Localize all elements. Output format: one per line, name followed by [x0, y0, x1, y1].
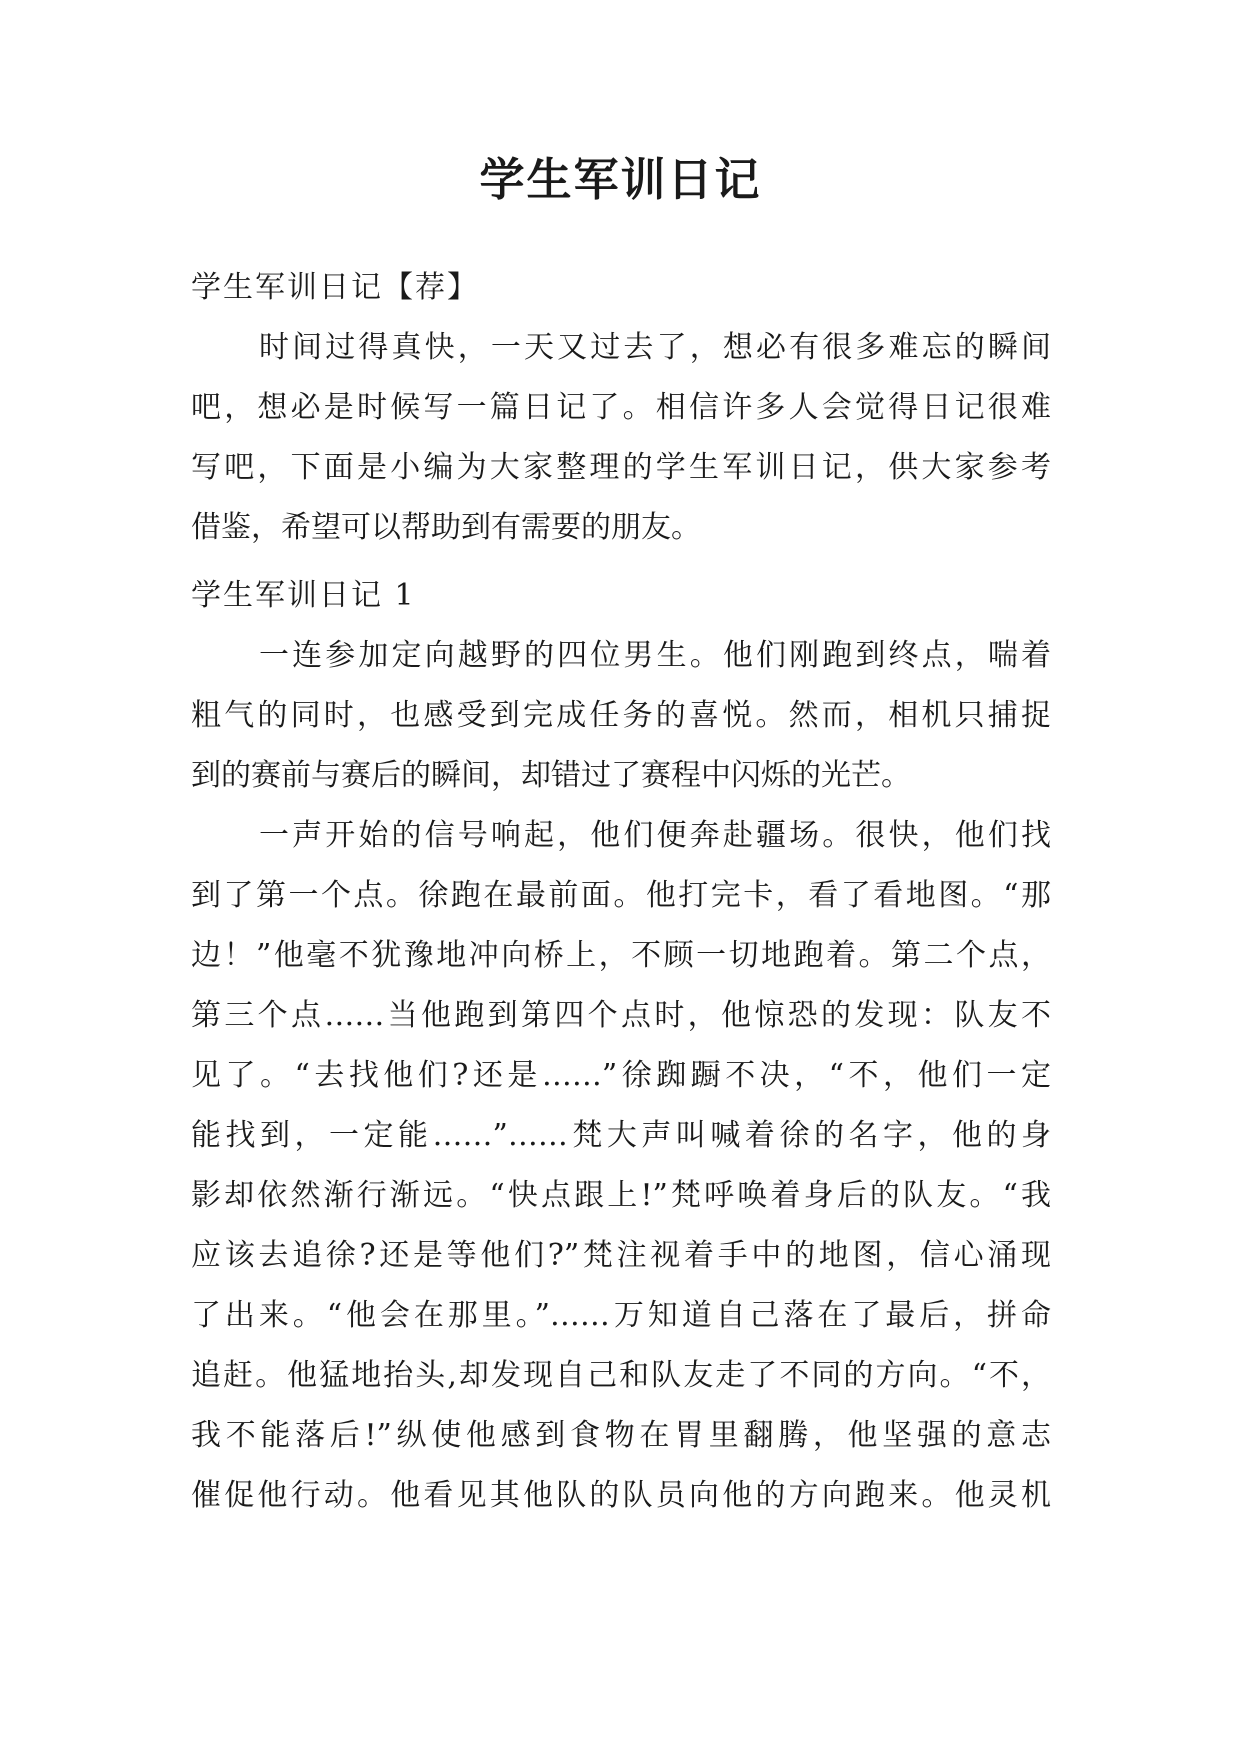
intro-section: [191, 258, 1051, 558]
paragraph-line: 一声开始的信号响起，他们便奔赴疆场。很快，他们找: [259, 818, 1051, 853]
paragraph-line: 催促他行动。他看见其他队的队员向他的方向跑来。他灵机: [191, 1478, 1051, 1513]
paragraph-line: 边！”他毫不犹豫地冲向桥上，不顾一切地跑着。第二个点，: [191, 938, 1051, 973]
paragraph-line: 到的赛前与赛后的瞬间，却错过了赛程中闪烁的光芒。: [191, 758, 911, 793]
diary-section-1: [191, 566, 1051, 1526]
paragraph-line: 第三个点……当他跑到第四个点时，他惊恐的发现：队友不: [191, 998, 1051, 1033]
paragraph-line: 应该去追徐?还是等他们?”梵注视着手中的地图，信心涌现: [191, 1238, 1051, 1273]
paragraph-line: 影却依然渐行渐远。“快点跟上!”梵呼唤着身后的队友。“我: [191, 1178, 1051, 1213]
paragraph-line: 能找到，一定能……”……梵大声叫喊着徐的名字，他的身: [191, 1118, 1051, 1153]
intro-line: 时间过得真快，一天又过去了，想必有很多难忘的瞬间: [259, 330, 1051, 365]
section-heading: 学生军训日记 1: [191, 578, 416, 613]
intro-line: 借鉴，希望可以帮助到有需要的朋友。: [191, 510, 701, 545]
subtitle: 学生军训日记【荐】: [191, 270, 479, 305]
paragraph-line: 追赶。他猛地抬头,却发现自己和队友走了不同的方向。“不，: [191, 1358, 1051, 1393]
paragraph-line: 我不能落后!”纵使他感到食物在胃里翻腾，他坚强的意志: [191, 1418, 1051, 1453]
paragraph-line: 见了。“去找他们?还是……”徐踟蹰不决，“不，他们一定: [191, 1058, 1051, 1093]
paragraph-line: 到了第一个点。徐跑在最前面。他打完卡，看了看地图。“那: [191, 878, 1051, 913]
intro-line: 写吧，下面是小编为大家整理的学生军训日记，供大家参考: [191, 450, 1051, 485]
paragraph-line: 了出来。“他会在那里。”……万知道自己落在了最后，拼命: [191, 1298, 1051, 1333]
document-title: 学生军训日记: [479, 153, 762, 206]
paragraph-line: 一连参加定向越野的四位男生。他们刚跑到终点，喘着: [259, 638, 1051, 673]
paragraph-line: 粗气的同时，也感受到完成任务的喜悦。然而，相机只捕捉: [191, 698, 1051, 733]
intro-line: 吧，想必是时候写一篇日记了。相信许多人会觉得日记很难: [191, 390, 1051, 425]
